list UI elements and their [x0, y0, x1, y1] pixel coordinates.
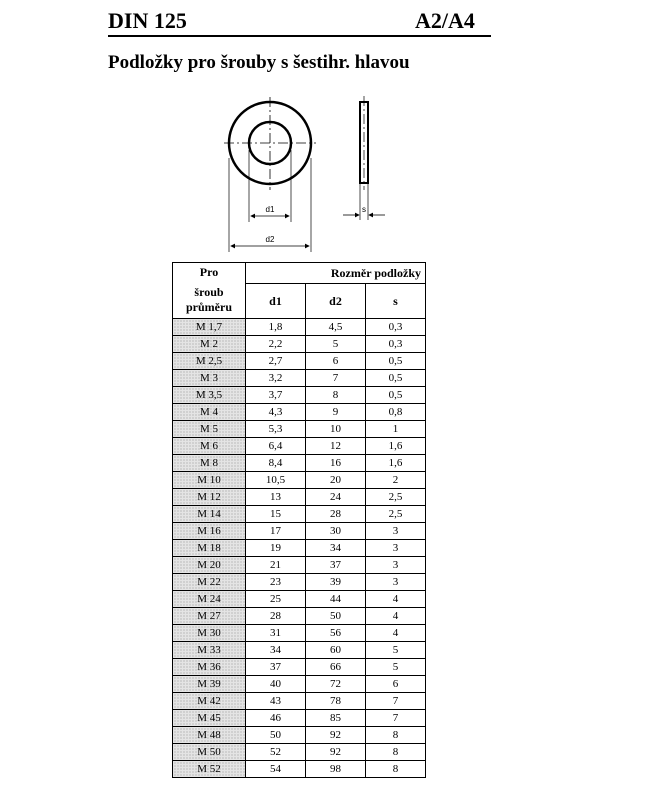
table-row: [173, 523, 426, 540]
s-cell: 0,3: [366, 319, 426, 336]
bolt-size-cell: M 3: [173, 370, 246, 387]
d2-cell: 10: [306, 421, 366, 438]
d1-cell: 3,2: [246, 370, 306, 387]
d1-cell: 3,7: [246, 387, 306, 404]
d1-cell: 34: [246, 642, 306, 659]
d2-cell: 50: [306, 608, 366, 625]
table-row: [173, 676, 426, 693]
s-cell: 0,5: [366, 387, 426, 404]
s-cell: 4: [366, 625, 426, 642]
table-row: [173, 710, 426, 727]
s-cell: 1,6: [366, 455, 426, 472]
d1-cell: 5,3: [246, 421, 306, 438]
table-row: [173, 336, 426, 353]
table-row: [173, 353, 426, 370]
d1-cell: 15: [246, 506, 306, 523]
s-cell: 2,5: [366, 489, 426, 506]
s-cell: 3: [366, 523, 426, 540]
d1-cell: 4,3: [246, 404, 306, 421]
table-row: [173, 319, 426, 336]
table-row: [173, 370, 426, 387]
d1-cell: 40: [246, 676, 306, 693]
washer-size-group-header: Rozměr podložky: [246, 263, 426, 284]
d2-column-header: d2: [306, 284, 366, 319]
s-cell: 4: [366, 591, 426, 608]
s-cell: 0,5: [366, 353, 426, 370]
d1-cell: 21: [246, 557, 306, 574]
bolt-size-cell: M 6: [173, 438, 246, 455]
d2-cell: 92: [306, 727, 366, 744]
bolt-size-cell: M 1,7: [173, 319, 246, 336]
table-row: [173, 591, 426, 608]
bolt-size-cell: M 39: [173, 676, 246, 693]
table-row: [173, 438, 426, 455]
d2-cell: 9: [306, 404, 366, 421]
s-cell: 0,3: [366, 336, 426, 353]
table-row: [173, 574, 426, 591]
s-column-header: s: [366, 284, 426, 319]
bolt-size-cell: M 30: [173, 625, 246, 642]
s-cell: 1: [366, 421, 426, 438]
table-row: [173, 761, 426, 778]
s-cell: 5: [366, 642, 426, 659]
d2-cell: 78: [306, 693, 366, 710]
bolt-size-cell: M 22: [173, 574, 246, 591]
s-cell: 1,6: [366, 438, 426, 455]
s-cell: 7: [366, 693, 426, 710]
bolt-size-cell: M 18: [173, 540, 246, 557]
d2-cell: 16: [306, 455, 366, 472]
table-row: [173, 557, 426, 574]
s-cell: 3: [366, 540, 426, 557]
table-row: [173, 744, 426, 761]
bolt-header-line-2: šroub: [194, 285, 224, 299]
bolt-size-cell: M 16: [173, 523, 246, 540]
table-row: [173, 489, 426, 506]
bolt-size-cell: M 14: [173, 506, 246, 523]
s-cell: 0,8: [366, 404, 426, 421]
d2-cell: 8: [306, 387, 366, 404]
bolt-size-cell: M 20: [173, 557, 246, 574]
bolt-size-cell: M 48: [173, 727, 246, 744]
s-cell: 7: [366, 710, 426, 727]
d2-cell: 60: [306, 642, 366, 659]
s-cell: 8: [366, 727, 426, 744]
d1-cell: 13: [246, 489, 306, 506]
table-row: [173, 608, 426, 625]
bolt-size-cell: M 27: [173, 608, 246, 625]
bolt-size-cell: M 42: [173, 693, 246, 710]
d2-cell: 92: [306, 744, 366, 761]
d1-cell: 28: [246, 608, 306, 625]
s-cell: 6: [366, 676, 426, 693]
bolt-size-cell: M 2,5: [173, 353, 246, 370]
d1-cell: 46: [246, 710, 306, 727]
d1-cell: 6,4: [246, 438, 306, 455]
d2-cell: 66: [306, 659, 366, 676]
d1-cell: 43: [246, 693, 306, 710]
d2-cell: 30: [306, 523, 366, 540]
s-cell: 0,5: [366, 370, 426, 387]
d2-cell: 56: [306, 625, 366, 642]
page-subtitle: Podložky pro šrouby s šestihr. hlavou: [108, 52, 410, 73]
d1-cell: 23: [246, 574, 306, 591]
d2-cell: 5: [306, 336, 366, 353]
d2-cell: 98: [306, 761, 366, 778]
d2-cell: 39: [306, 574, 366, 591]
bolt-size-cell: M 33: [173, 642, 246, 659]
table-row: [173, 693, 426, 710]
d1-cell: 2,7: [246, 353, 306, 370]
table-row: [173, 455, 426, 472]
washer-dimension-table: [172, 262, 426, 778]
d2-cell: 72: [306, 676, 366, 693]
d2-cell: 24: [306, 489, 366, 506]
table-row: [173, 659, 426, 676]
d1-cell: 50: [246, 727, 306, 744]
table-row: [173, 421, 426, 438]
s-cell: 3: [366, 574, 426, 591]
d2-cell: 28: [306, 506, 366, 523]
bolt-size-cell: M 12: [173, 489, 246, 506]
d2-cell: 7: [306, 370, 366, 387]
bolt-size-cell: M 36: [173, 659, 246, 676]
d2-cell: 85: [306, 710, 366, 727]
d2-cell: 4,5: [306, 319, 366, 336]
washer-drawing: [0, 0, 663, 262]
d2-cell: 34: [306, 540, 366, 557]
material-grade: A2/A4: [415, 8, 475, 33]
d1-label: d1: [265, 205, 275, 214]
bolt-size-cell: M 8: [173, 455, 246, 472]
bolt-size-cell: M 52: [173, 761, 246, 778]
bolt-size-cell: M 45: [173, 710, 246, 727]
d1-cell: 8,4: [246, 455, 306, 472]
table-row: [173, 387, 426, 404]
d1-column-header: d1: [246, 284, 306, 319]
table-header-row-1: [173, 263, 426, 284]
d2-label: d2: [265, 235, 275, 244]
standard-title: DIN 125: [108, 8, 187, 33]
s-cell: 8: [366, 761, 426, 778]
d1-cell: 17: [246, 523, 306, 540]
d2-cell: 6: [306, 353, 366, 370]
s-label: s: [362, 205, 366, 214]
table-row: [173, 540, 426, 557]
d1-cell: 37: [246, 659, 306, 676]
d1-cell: 1,8: [246, 319, 306, 336]
d1-cell: 52: [246, 744, 306, 761]
s-cell: 8: [366, 744, 426, 761]
bolt-size-cell: M 5: [173, 421, 246, 438]
s-cell: 5: [366, 659, 426, 676]
table-row: [173, 506, 426, 523]
d1-cell: 25: [246, 591, 306, 608]
bolt-size-cell: M 4: [173, 404, 246, 421]
d1-cell: 19: [246, 540, 306, 557]
d2-cell: 20: [306, 472, 366, 489]
d1-cell: 2,2: [246, 336, 306, 353]
table-row: [173, 642, 426, 659]
d2-cell: 44: [306, 591, 366, 608]
bolt-size-cell: M 24: [173, 591, 246, 608]
table-row: [173, 625, 426, 642]
d1-cell: 10,5: [246, 472, 306, 489]
bolt-column-header: [173, 263, 246, 319]
bolt-size-cell: M 3,5: [173, 387, 246, 404]
s-cell: 4: [366, 608, 426, 625]
table-row: [173, 727, 426, 744]
bolt-header-line-3: průměru: [186, 300, 232, 314]
s-cell: 2: [366, 472, 426, 489]
s-cell: 2,5: [366, 506, 426, 523]
s-cell: 3: [366, 557, 426, 574]
bolt-size-cell: M 10: [173, 472, 246, 489]
d1-cell: 54: [246, 761, 306, 778]
d2-cell: 12: [306, 438, 366, 455]
d2-cell: 37: [306, 557, 366, 574]
table-row: [173, 404, 426, 421]
bolt-size-cell: M 50: [173, 744, 246, 761]
table-row: [173, 472, 426, 489]
bolt-size-cell: M 2: [173, 336, 246, 353]
bolt-header-line-1: Pro: [199, 265, 219, 279]
d1-cell: 31: [246, 625, 306, 642]
